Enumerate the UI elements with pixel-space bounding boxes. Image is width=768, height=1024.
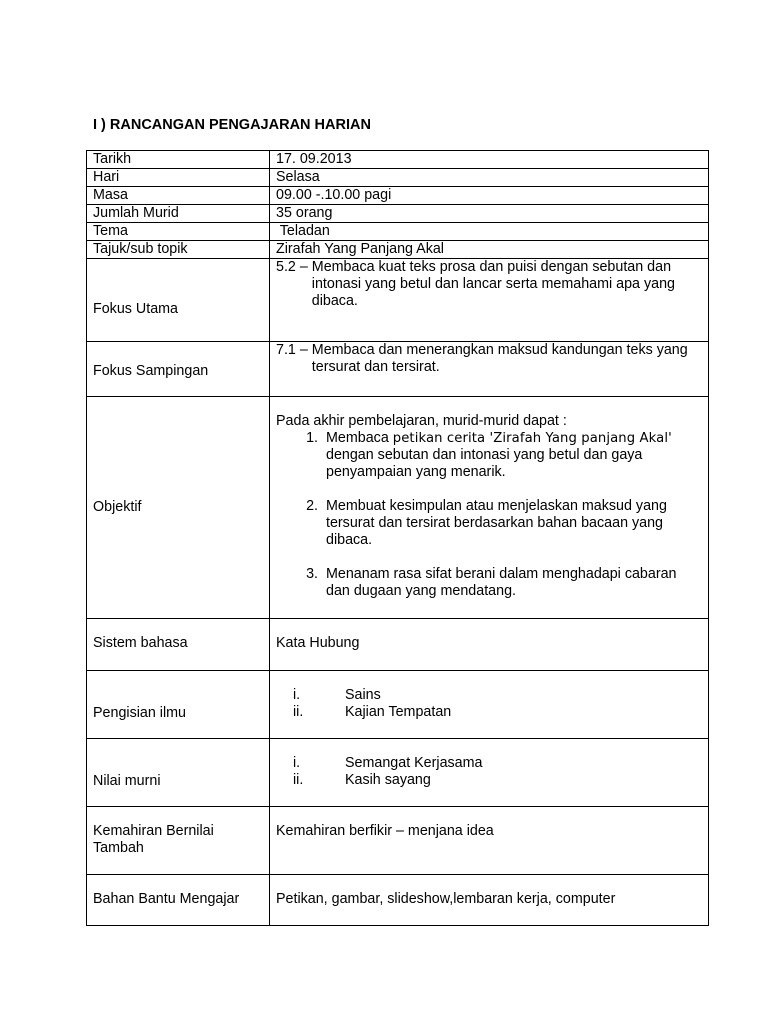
table-row [87,205,709,223]
row-value: Petikan, gambar, slideshow,lembaran kerja, computer [270,875,709,926]
row-value [270,397,709,619]
row-value: Teladan [270,223,709,241]
row-label: Tema [87,223,270,241]
table-row [87,241,709,259]
list-item: ii. Kajian Tempatan [293,704,452,720]
table-row [87,151,709,169]
row-label: Jumlah Murid [87,205,270,223]
table-row [87,875,709,926]
row-value: Kata Hubung [270,619,709,671]
table-row [87,739,709,807]
row-label: Bahan Bantu Mengajar [87,875,270,926]
table-row-fokus-sampingan [87,342,709,397]
row-label: Masa [87,187,270,205]
row-label: Fokus Sampingan [87,342,270,397]
row-label: Sistem bahasa [87,619,270,671]
list-item: ii. Kasih sayang [293,772,431,788]
row-label: Hari [87,169,270,187]
row-value: Selasa [270,169,709,187]
objective-item [322,430,702,481]
row-value: 09.00 -.10.00 pagi [270,187,709,205]
focus-code: 7.1 – [276,342,312,358]
lesson-plan-table [86,150,709,926]
row-label: Nilai murni [87,739,270,807]
objective-list [276,430,702,600]
page-title: I ) RANCANGAN PENGAJARAN HARIAN [93,117,371,133]
table-row [87,169,709,187]
row-value [270,671,709,739]
table-row [87,187,709,205]
row-value: 17. 09.2013 [270,151,709,169]
row-value: Zirafah Yang Panjang Akal [270,241,709,259]
row-label: Fokus Utama [87,259,270,342]
objective-text: Membaca [326,430,393,446]
row-value [270,739,709,807]
row-label: Kemahiran Bernilai Tambah [87,807,270,875]
row-label: Tarikh [87,151,270,169]
row-label: Tajuk/sub topik [87,241,270,259]
table-row [87,671,709,739]
row-label: Objektif [87,397,270,619]
table-row [87,807,709,875]
focus-text: Membaca dan menerangkan maksud kandungan teks yang tersurat dan tersirat. [311,342,688,375]
list-item: i. Sains [293,687,381,703]
objective-text: petikan cerita 'Zirafah Yang panjang Akal' [392,431,672,446]
table-row [87,223,709,241]
objective-item: 2. Membuat kesimpulan atau menjelaskan maksud yang tersurat dan tersirat berdasarkan bahan bacaan yang dibaca. [322,498,702,549]
objective-intro: Pada akhir pembelajaran, murid-murid dapat : [276,413,567,429]
row-label: Pengisian ilmu [87,671,270,739]
table-row-fokus-utama [87,259,709,342]
focus-code: 5.2 – [276,259,312,275]
row-value: Kemahiran berfikir – menjana idea [270,807,709,875]
objective-text: dengan sebutan dan intonasi yang betul dan gaya penyampaian yang menarik. [326,447,643,480]
row-value: 35 orang [270,205,709,223]
objective-item: 3. Menanam rasa sifat berani dalam menghadapi cabaran dan dugaan yang mendatang. [322,566,702,600]
focus-text: Membaca kuat teks prosa dan puisi dengan sebutan dan intonasi yang betul dan lancar serta memahami apa yang dibaca. [311,259,675,309]
row-value [270,259,709,342]
list-item: i. Semangat Kerjasama [293,755,483,771]
table-row-objektif [87,397,709,619]
row-value [270,342,709,397]
table-row [87,619,709,671]
